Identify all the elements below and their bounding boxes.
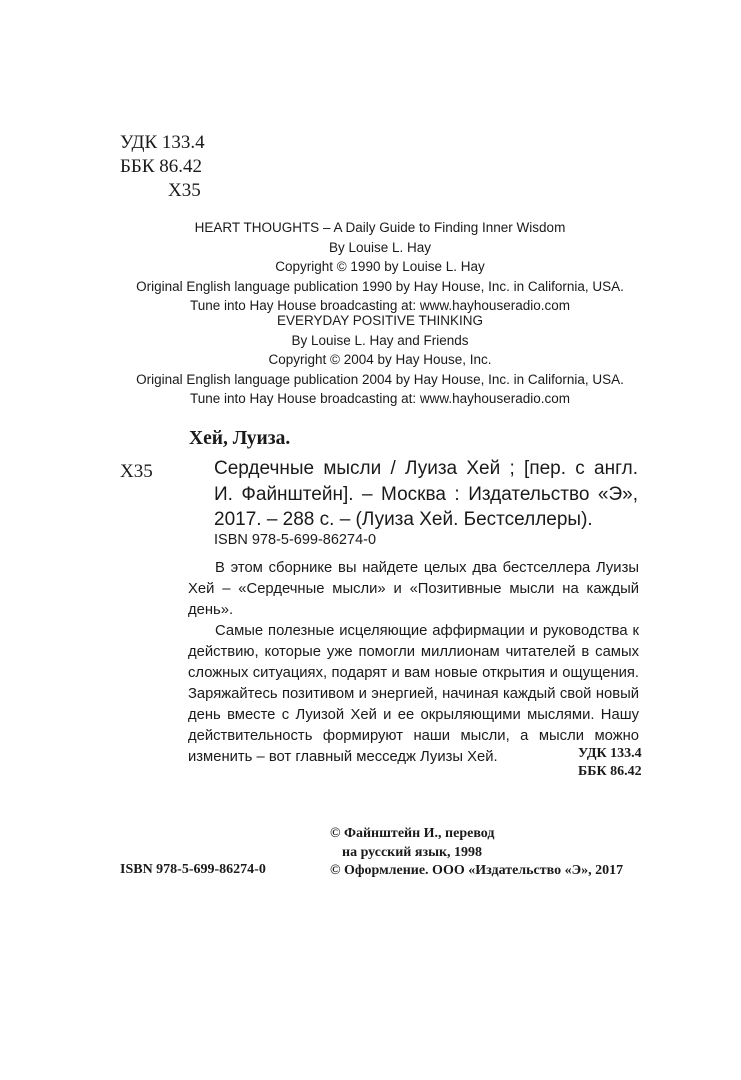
bibliographic-description — [214, 456, 638, 533]
annotation-paragraph: Самые полезные исцеляющие аффирмации и руководства к действию, которые уже помогли миллионам читателей в самых сложных ситуациях, подарят и вам новые открытия и ощущения. Заряжайтесь позитивом и энергией, начиная каждый свой новый день вместе с Луизой Хей и ее окрыляющими мыслями. Нашу действительность формируют наши мысли, а мысли можно изменить – вот главный месседж Луизы Хей. — [188, 623, 639, 765]
bibliographic-code: Х35 — [120, 461, 153, 482]
rights-translation: © Файнштейн И., перевод — [330, 826, 495, 841]
edition-copyright: Copyright © 1990 by Louise L. Hay — [275, 259, 485, 274]
footer-udk: УДК 133.4 — [578, 746, 642, 761]
author-code: Х35 — [168, 180, 201, 201]
edition-copyright: Copyright © 2004 by Hay House, Inc. — [268, 352, 492, 367]
edition-publication: Original English language publication 2004 by Hay House, Inc. in California, USA. — [136, 371, 624, 387]
edition-title: HEART THOUGHTS – A Daily Guide to Finding Inner Wisdom — [194, 220, 566, 235]
original-edition-2 — [110, 311, 650, 409]
footer-bbk: ББК 86.42 — [578, 764, 642, 779]
footer-codes — [578, 745, 642, 781]
original-edition-1 — [110, 218, 650, 316]
udk-code: УДК 133.4 — [120, 132, 205, 153]
bib-line: Сердечные мысли / Луиза Хей ; [пер. с англ. — [214, 458, 638, 479]
classification-codes — [120, 131, 205, 203]
edition-title: EVERYDAY POSITIVE THINKING — [276, 313, 484, 328]
rights-translation-language: на русский язык, 1998 — [342, 844, 483, 860]
edition-radio: Tune into Hay House broadcasting at: www.hayhouseradio.com — [190, 391, 570, 406]
bib-line: 2017. – 288 с. – (Луиза Хей. Бестселлеры). — [214, 509, 593, 530]
edition-radio: Tune into Hay House broadcasting at: www.hayhouseradio.com — [190, 298, 570, 313]
edition-publication: Original English language publication 1990 by Hay House, Inc. in California, USA. — [136, 278, 624, 294]
annotation — [188, 558, 639, 768]
rights-notice — [330, 825, 623, 881]
footer-isbn: ISBN 978-5-699-86274-0 — [120, 862, 266, 877]
bbk-code: ББК 86.42 — [120, 156, 202, 177]
edition-author: By Louise L. Hay — [328, 239, 432, 255]
bib-line: И. Файнштейн]. – Москва : Издательство «Э», — [214, 483, 638, 505]
rights-design: © Оформление. ООО «Издательство «Э», 2017 — [330, 863, 624, 878]
edition-author: By Louise L. Hay and Friends — [291, 332, 469, 348]
bibliographic-author: Хей, Луиза. — [189, 428, 291, 449]
annotation-paragraph: В этом сборнике вы найдете целых два бестселлера Луизы Хей – «Сердечные мысли» и «Позитивные мысли на каждый день». — [188, 560, 639, 618]
bibliographic-isbn: ISBN 978-5-699-86274-0 — [214, 532, 377, 548]
